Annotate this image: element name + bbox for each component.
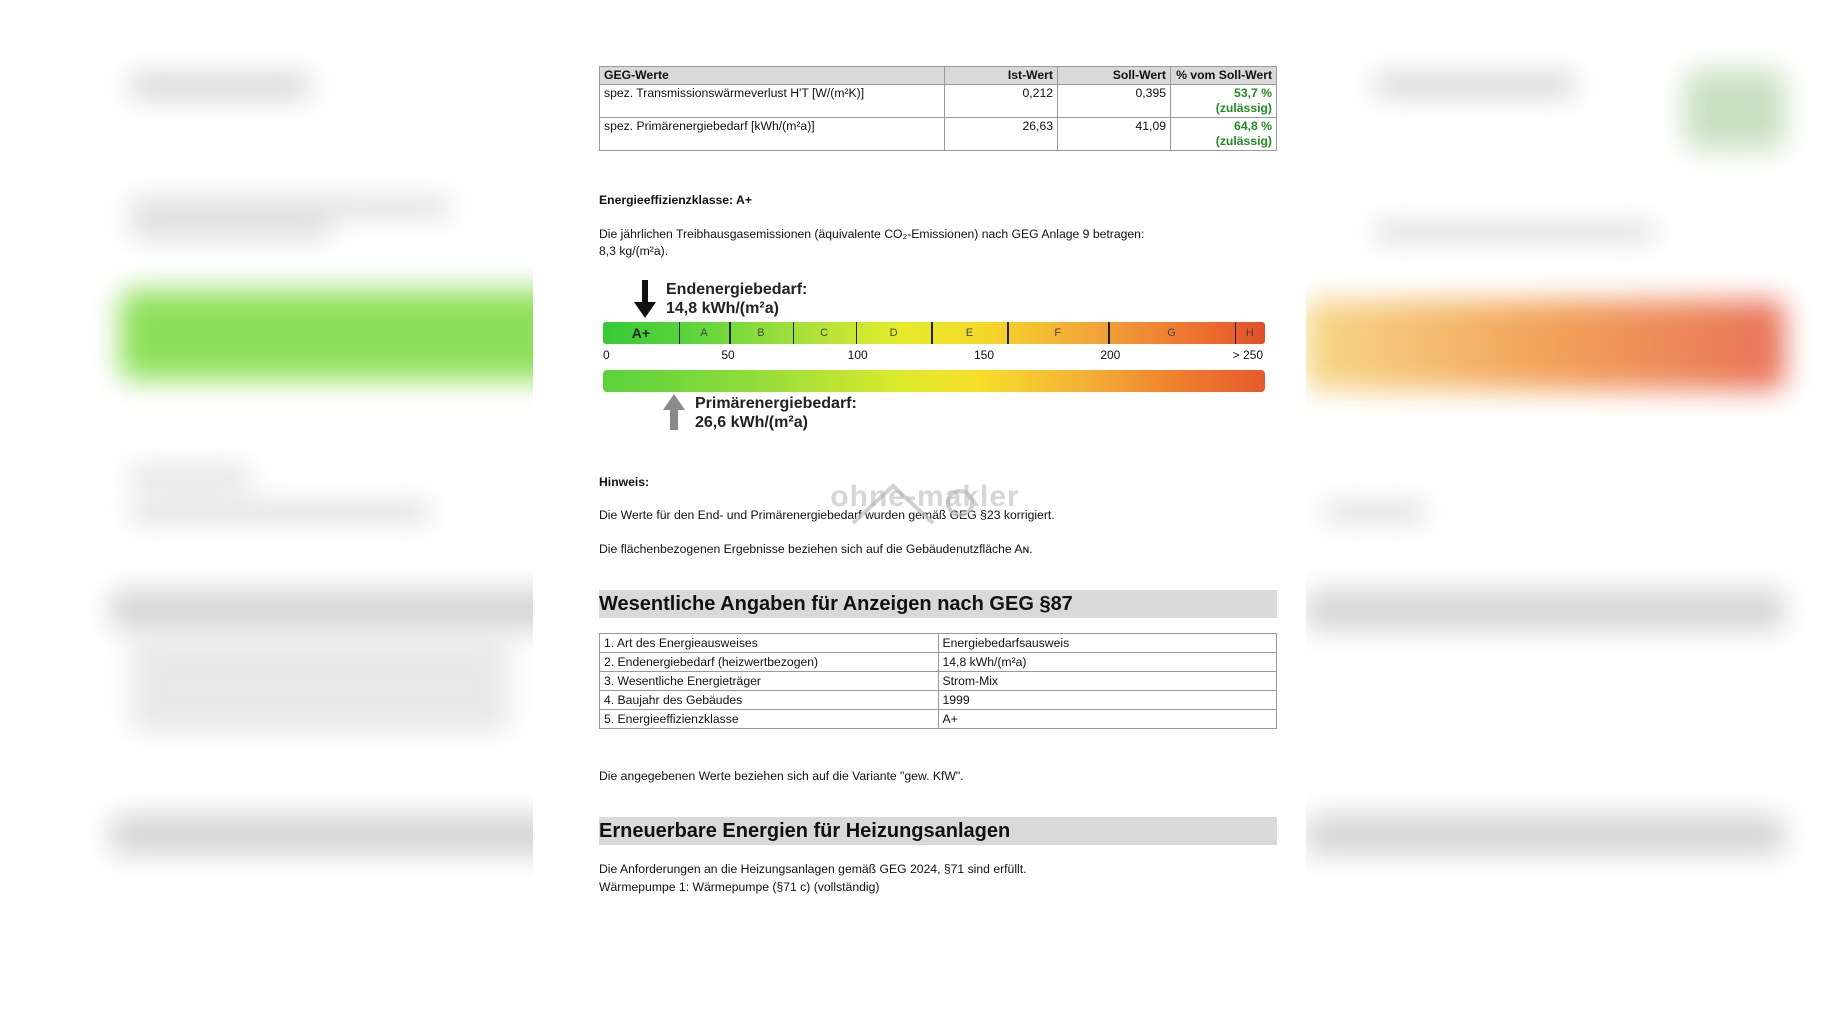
scale-tick-label: 150 — [974, 348, 995, 362]
class-separator — [931, 322, 933, 344]
scale-tick-label: 50 — [721, 348, 735, 362]
primary-arrow-up-icon — [662, 394, 686, 430]
efficiency-class: Energieeffizienzklasse: A+ — [599, 193, 752, 207]
class-label-b: B — [757, 327, 765, 339]
geg-row-label: spez. Transmissionswärmeverlust H'T [W/(m²K)] — [600, 85, 945, 118]
class-label-f: F — [1054, 327, 1062, 339]
table-row — [600, 710, 1277, 729]
data-value: A+ — [938, 710, 1277, 729]
class-separator — [1007, 322, 1009, 344]
renewable-line-1: Die Anforderungen an die Heizungsanlagen gemäß GEG 2024, §71 sind erfüllt. — [599, 862, 1027, 876]
geg-row-label: spez. Primärenergiebedarf [kWh/(m²a)] — [600, 118, 945, 151]
table-row — [600, 691, 1277, 710]
hinweis-line-2: Die flächenbezogenen Ergebnisse beziehen sich auf die Gebäudenutzfläche Aɴ. — [599, 542, 1033, 556]
table-row — [600, 672, 1277, 691]
hinweis-title: Hinweis: — [599, 475, 650, 489]
end-energy-label: Endenergiebedarf: — [666, 281, 808, 298]
geg-row-soll: 41,09 — [1058, 118, 1171, 151]
class-separator — [1108, 322, 1110, 344]
class-label-c: C — [820, 327, 829, 339]
section-87-table — [599, 633, 1277, 729]
primary-energy-value: 26,6 kWh/(m²a) — [695, 414, 808, 431]
class-label-aplus: A+ — [631, 325, 651, 341]
geg-row-status: (zulässig) — [1215, 101, 1272, 115]
geg-row-status: (zulässig) — [1215, 134, 1272, 148]
class-label-e: E — [965, 327, 974, 339]
geg-header-ist: Ist-Wert — [945, 67, 1058, 85]
data-value: 14,8 kWh/(m²a) — [938, 653, 1277, 672]
geg-row-ist: 0,212 — [945, 85, 1058, 118]
scale-tick-label: 0 — [603, 348, 610, 362]
class-bar — [603, 322, 1265, 344]
blurred-right-panel — [1305, 0, 1839, 1034]
variant-note: Die angegebenen Werte beziehen sich auf die Variante "gew. KfW". — [599, 769, 964, 783]
geg-header-row — [600, 67, 1277, 85]
emissions-text-2: 8,3 kg/(m²a). — [599, 244, 669, 258]
section-renewable-title: Erneuerbare Energien für Heizungsanlagen — [599, 817, 1277, 845]
geg-header-label: GEG-Werte — [600, 67, 945, 85]
class-separator — [1235, 322, 1237, 344]
renewable-line-2: Wärmepumpe 1: Wärmepumpe (§71 c) (vollständig) — [599, 880, 880, 894]
class-label-a: A — [700, 327, 708, 339]
data-value: 1999 — [938, 691, 1277, 710]
blurred-left-panel — [0, 0, 535, 1034]
document-page — [533, 0, 1306, 935]
watermark-text: ohne-makler — [830, 480, 1020, 513]
geg-row-pct-value: 53,7 % — [1234, 86, 1272, 100]
geg-row-pct-value: 64,8 % — [1234, 119, 1272, 133]
class-label-h: H — [1245, 327, 1254, 339]
table-row — [600, 634, 1277, 653]
data-value: Strom-Mix — [938, 672, 1277, 691]
emissions-text-1: Die jährlichen Treibhausgasemissionen (äquivalente CO₂-Emissionen) nach GEG Anlage 9 betragen: — [599, 227, 1145, 241]
geg-header-soll: Soll-Wert — [1058, 67, 1171, 85]
geg-row-pct — [1171, 85, 1277, 118]
class-separator — [793, 322, 795, 344]
data-value: Energiebedarfsausweis — [938, 634, 1277, 653]
hinweis-line-1: Die Werte für den End- und Primärenergiebedarf wurden gemäß GEG §23 korrigiert. — [599, 508, 1055, 522]
geg-values-table — [599, 66, 1277, 151]
class-separator — [679, 322, 681, 344]
geg-row-ist: 26,63 — [945, 118, 1058, 151]
data-key: 2. Endenergiebedarf (heizwertbezogen) — [600, 653, 939, 672]
energy-scale — [599, 280, 1277, 430]
section-87-title: Wesentliche Angaben für Anzeigen nach GEG §87 — [599, 590, 1277, 618]
primary-gradient-bar — [603, 370, 1265, 392]
primary-energy-label-block — [695, 394, 857, 432]
data-key: 5. Energieeffizienzklasse — [600, 710, 939, 729]
scale-tick-label: 200 — [1100, 348, 1121, 362]
scale-tick-label: > 250 — [1232, 348, 1264, 362]
scale-tick-label: 100 — [847, 348, 868, 362]
geg-header-pct: % vom Soll-Wert — [1171, 67, 1277, 85]
class-separator — [856, 322, 858, 344]
data-key: 4. Baujahr des Gebäudes — [600, 691, 939, 710]
primary-energy-label: Primärenergiebedarf: — [695, 395, 857, 412]
data-key: 3. Wesentliche Energieträger — [600, 672, 939, 691]
geg-row-pct — [1171, 118, 1277, 151]
table-row — [600, 118, 1277, 151]
end-energy-value: 14,8 kWh/(m²a) — [666, 300, 779, 317]
class-label-g: G — [1167, 327, 1176, 339]
end-energy-label-block — [666, 280, 807, 318]
class-separator — [729, 322, 731, 344]
table-row — [600, 85, 1277, 118]
geg-row-soll: 0,395 — [1058, 85, 1171, 118]
end-arrow-down-icon — [633, 280, 657, 320]
data-key: 1. Art des Energieausweises — [600, 634, 939, 653]
class-label-d: D — [889, 327, 898, 339]
table-row — [600, 653, 1277, 672]
scale-ticks — [599, 348, 1277, 364]
